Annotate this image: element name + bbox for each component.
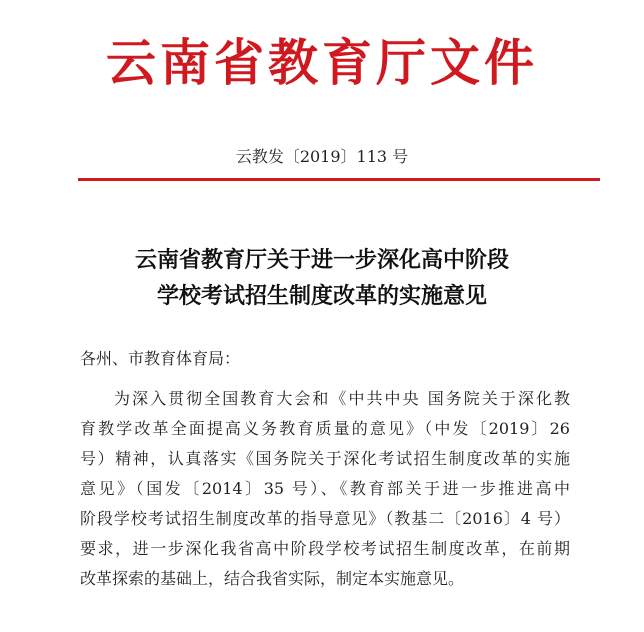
body-line: 阶段学校考试招生制度改革的指导意见》（教基二〔2016〕4 号） bbox=[80, 509, 570, 528]
document-title bbox=[0, 242, 644, 314]
body-line: 要求，进一步深化我省高中阶段学校考试招生制度改革，在前期 bbox=[80, 539, 570, 558]
document-title-line-1: 云南省教育厅关于进一步深化高中阶段 bbox=[134, 247, 509, 273]
body-paragraph bbox=[80, 384, 570, 594]
red-divider-line bbox=[78, 178, 600, 181]
recipient-salutation: 各州、市教育体育局： bbox=[80, 349, 241, 368]
body-line: 意见》（国发〔2014〕35 号）、《教育部关于进一步推进高中 bbox=[80, 479, 570, 498]
document-title-line-2: 学校考试招生制度改革的实施意见 bbox=[156, 283, 487, 309]
body-line: 改革探索的基础上，结合我省实际，制定本实施意见。 bbox=[80, 569, 465, 588]
body-line: 号）精神，认真落实《国务院关于深化考试招生制度改革的实施 bbox=[80, 449, 570, 468]
body-line: 为深入贯彻全国教育大会和《中共中央 国务院关于深化教 bbox=[114, 389, 570, 408]
document-number: 云教发〔2019〕113 号 bbox=[235, 147, 409, 166]
body-line: 育教学改革全面提高义务教育质量的意见》（中发〔2019〕26 bbox=[80, 419, 570, 438]
issuer-title: 云南省教育厅文件 bbox=[106, 33, 538, 92]
